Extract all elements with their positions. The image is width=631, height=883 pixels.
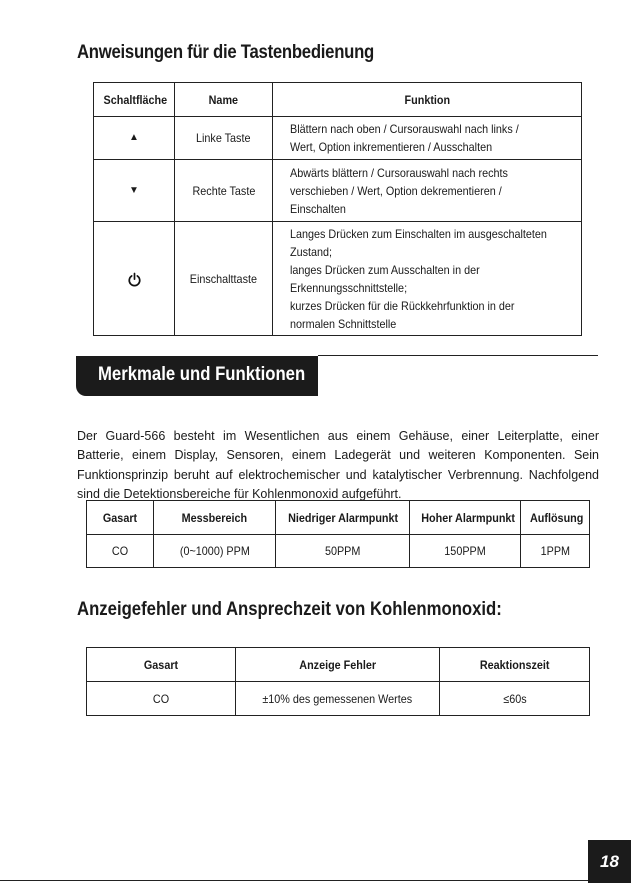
- table-header-row: [87, 501, 590, 535]
- header-low-alarm: Niedriger Alarmpunkt: [276, 501, 410, 535]
- cell-low-alarm: 50PPM: [276, 535, 410, 568]
- table-row: [94, 117, 582, 160]
- header-gas-type: Gasart: [87, 501, 154, 535]
- page-number: 18: [600, 852, 619, 871]
- header-resolution: Auflösung: [521, 501, 590, 535]
- header-button: Schaltfläche: [94, 83, 175, 117]
- button-name: Einschalttaste: [175, 222, 273, 336]
- display-error-table: [86, 647, 590, 716]
- cell-resolution: 1PPM: [521, 535, 590, 568]
- header-function: Funktion: [273, 83, 582, 117]
- table-row: [94, 160, 582, 222]
- power-icon: [94, 222, 175, 336]
- header-name: Name: [175, 83, 273, 117]
- section-banner: [76, 356, 318, 396]
- button-function: Langes Drücken zum Einschalten im ausgeschalteten Zustand; langes Drücken zum Ausschalten in der Erkennungsschnittstelle; kurzes Drücken für die Rückkehrfunktion in der normalen Schnittstelle: [273, 222, 582, 336]
- cell-gas-type: CO: [87, 682, 236, 716]
- page-number-tab: [588, 840, 631, 883]
- table-header-row: [94, 83, 582, 117]
- button-function: Blättern nach oben / Cursorauswahl nach links / Wert, Option inkrementieren / Ausschalten: [273, 117, 582, 160]
- down-triangle-icon: ▼: [94, 160, 175, 222]
- up-triangle-icon: ▲: [94, 117, 175, 160]
- header-response-time: Reaktionszeit: [440, 648, 590, 682]
- header-high-alarm: Hoher Alarmpunkt: [410, 501, 521, 535]
- header-display-error: Anzeige Fehler: [236, 648, 440, 682]
- cell-display-error: ±10% des gemessenen Wertes: [236, 682, 440, 716]
- section-title-display-error: Anzeigefehler und Ansprechzeit von Kohlenmonoxid:: [77, 599, 502, 620]
- cell-high-alarm: 150PPM: [410, 535, 521, 568]
- table-row: [94, 222, 582, 336]
- header-gas-type: Gasart: [87, 648, 236, 682]
- table-row: [87, 682, 590, 716]
- banner-title: Merkmale und Funktionen: [98, 364, 306, 385]
- footer-rule: [0, 880, 588, 881]
- description-paragraph: Der Guard-566 besteht im Wesentlichen aus einem Gehäuse, einer Leiterplatte, einer Batterie, einem Display, Sensoren, einem Ladegerät und weiteren Komponenten. Sein Funktionsprinzip beruht auf elektrochemischer und katalytischer Verbrennung. Nachfolgend sind die Detektionsbereiche für Kohlenmonoxid aufgeführt.: [77, 428, 599, 501]
- banner-rule: [318, 355, 598, 356]
- cell-measuring-range: (0~1000) PPM: [154, 535, 276, 568]
- button-function: Abwärts blättern / Cursorauswahl nach rechts verschieben / Wert, Option dekrementieren / Einschalten: [273, 160, 582, 222]
- button-name: Linke Taste: [175, 117, 273, 160]
- cell-gas-type: CO: [87, 535, 154, 568]
- cell-response-time: ≤60s: [440, 682, 590, 716]
- button-instructions-table: [93, 82, 582, 336]
- table-header-row: [87, 648, 590, 682]
- section-title-button-instructions: Anweisungen für die Tastenbedienung: [77, 42, 375, 63]
- table-row: [87, 535, 590, 568]
- detection-range-table: [86, 500, 590, 568]
- button-name: Rechte Taste: [175, 160, 273, 222]
- header-measuring-range: Messbereich: [154, 501, 276, 535]
